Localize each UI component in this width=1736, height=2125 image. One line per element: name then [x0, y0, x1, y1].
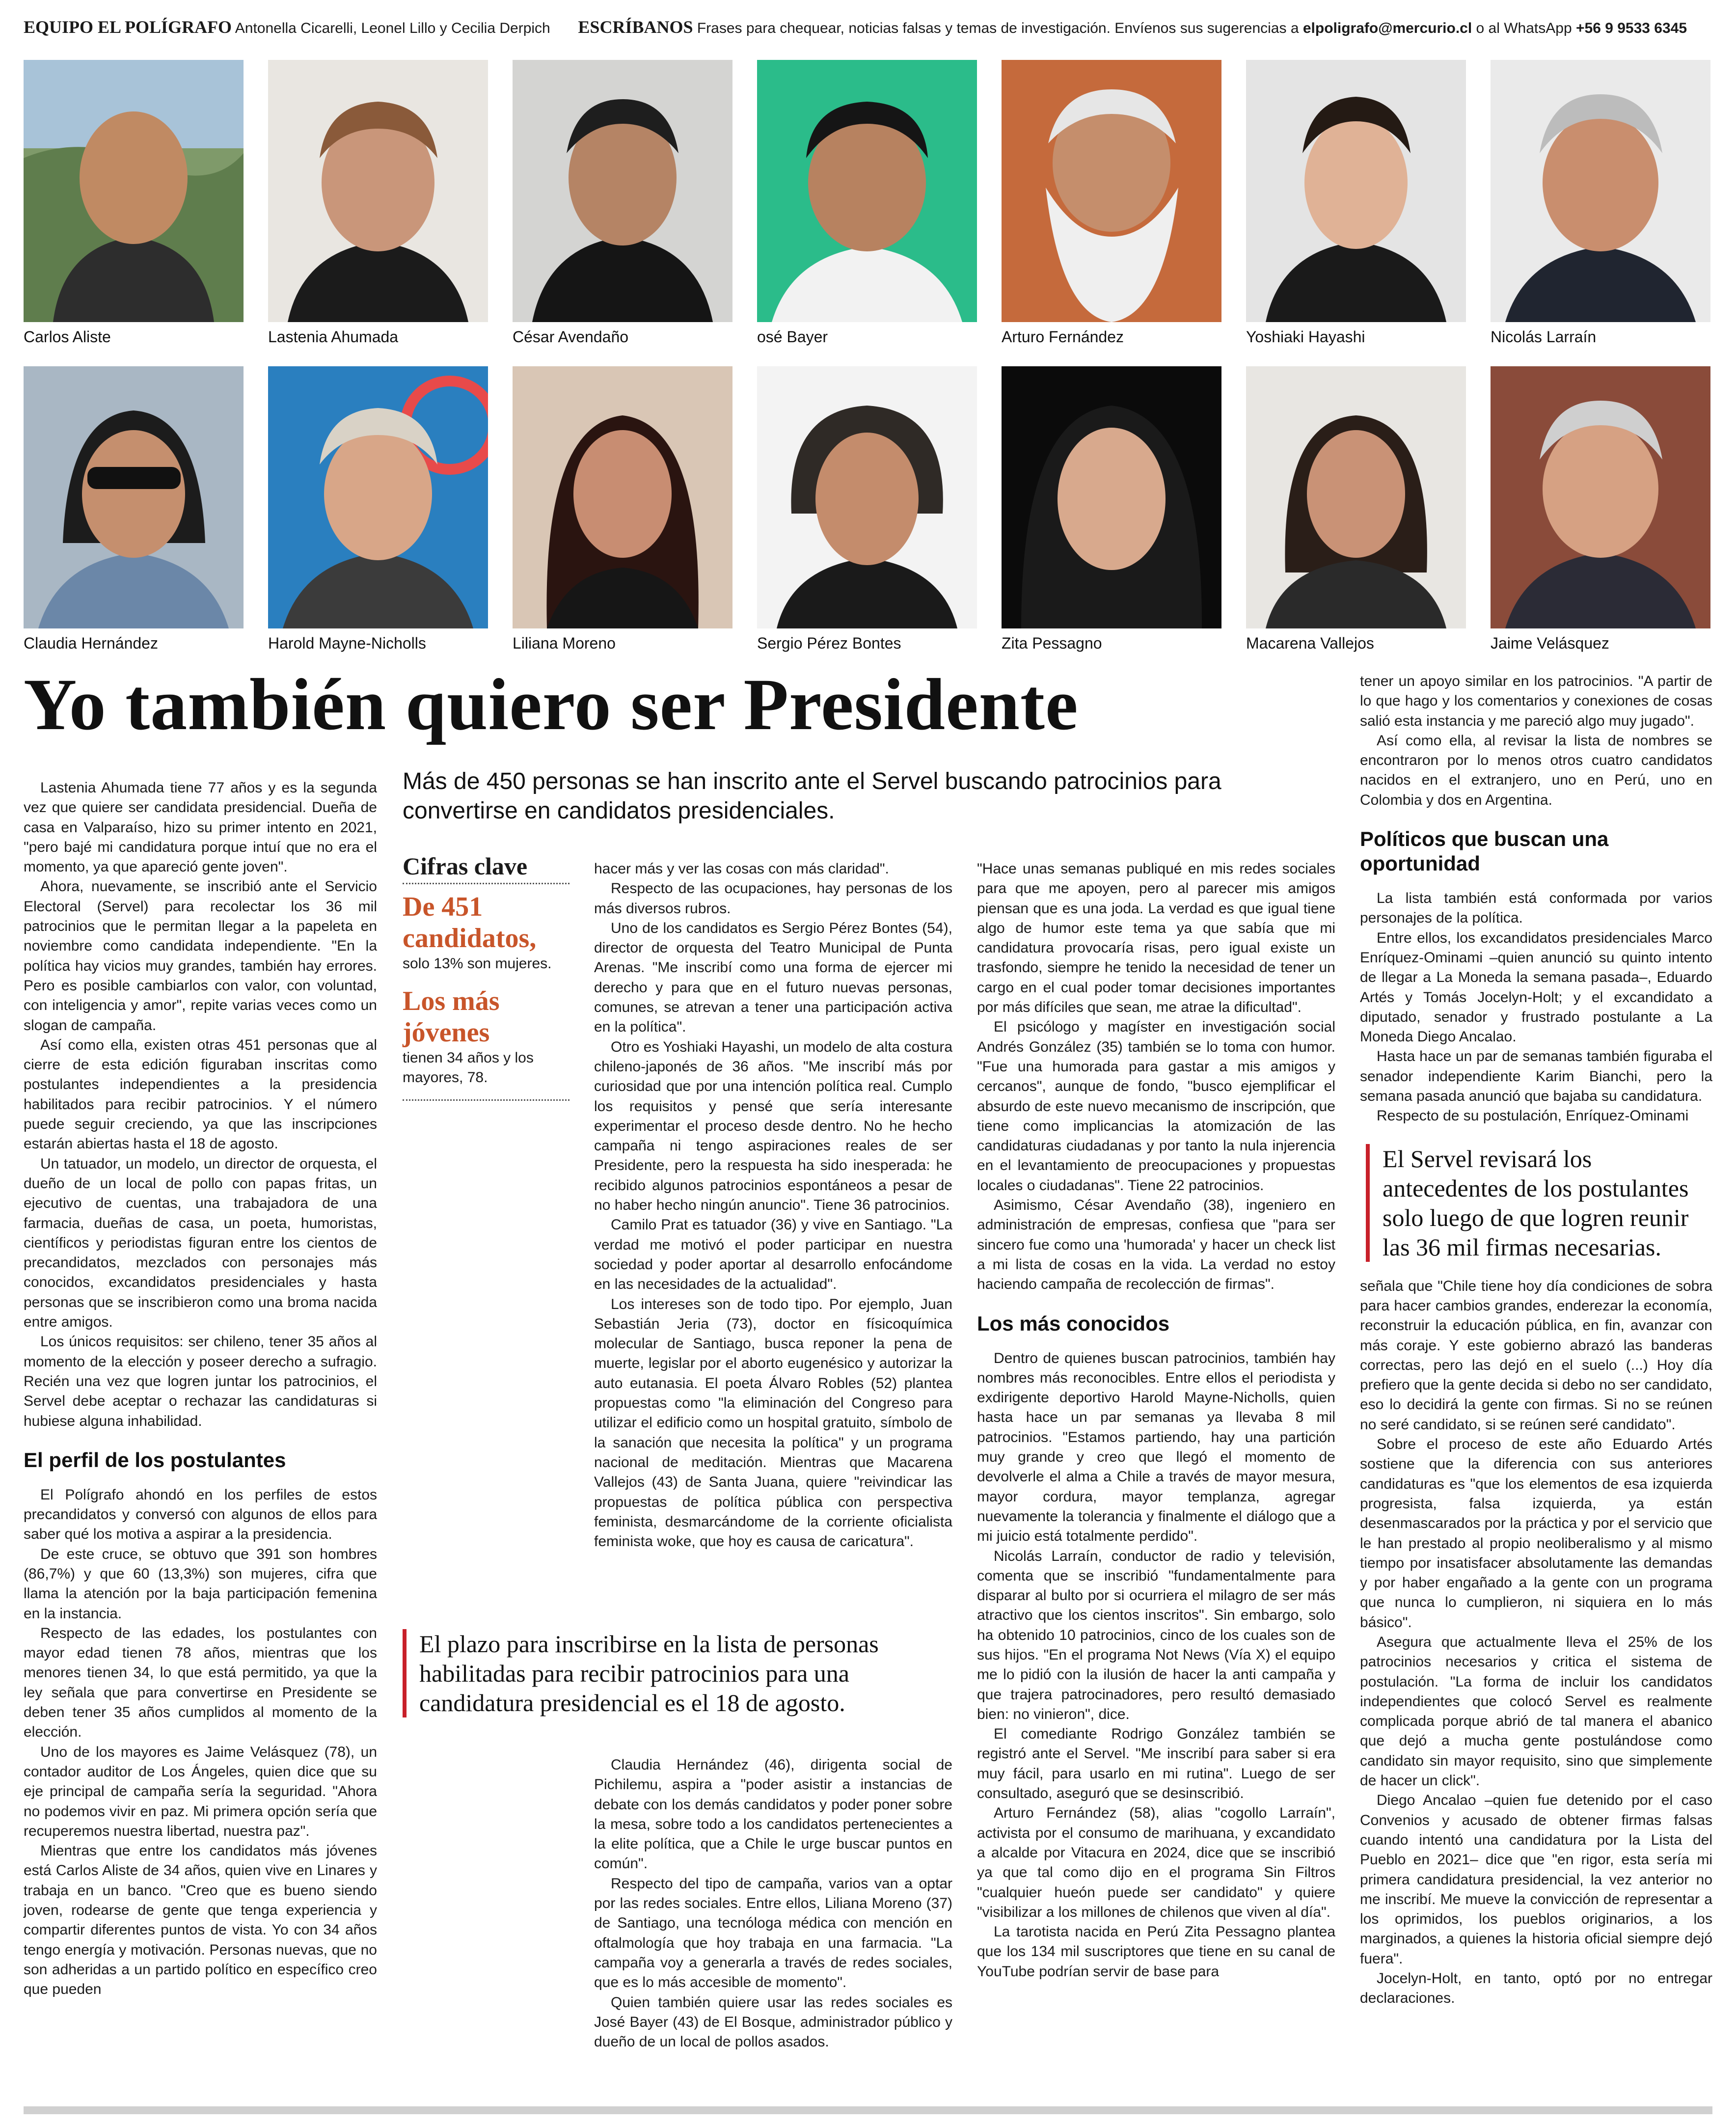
paragraph: Respecto de su postulación, Enríquez-Ominami [1377, 1108, 1689, 1124]
paragraph: Ahora, nuevamente, se inscribió ante el Servicio Electoral (Servel) para recolectar los 36 mil patrocinios que le permitan llegar a la papeleta en noviembre como candidata independiente. "En la política hay vicios muy grandes, también hay errores. Pero es posible cambiarlos con valor, con voluntad, con inteligencia y amor", repite varias veces como un slogan de campaña. [24, 878, 377, 1034]
portrait-photo [513, 366, 732, 628]
paragraph: Uno de los mayores es Jaime Velásquez (78), un contador auditor de Los Ángeles, quien dice que su eje principal de campaña sería la seguridad. "Ahora no podemos vivir en paz. Mi primera opción sería que recuperemos nuestra libertad, nuestra paz". [24, 1744, 377, 1839]
portrait-photo [757, 60, 977, 322]
paragraph: El psicólogo y magíster en investigación social Andrés González (35) también se lo toma con humor. "Fue una humorada para gastar a mis amigos y cercanos", aunque de fondo, "busco ejemplificar el absurdo de este nuevo mecanismo de inscripción, que tiene como implicancias la atomización de las candidaturas ciudadanas y por tanto la nula injerencia en el levantamiento de preocupaciones y propuestas locales o ciudadanas". Tiene 22 patrocinios. [977, 1019, 1335, 1194]
key-figure-note: solo 13% son mujeres. [403, 955, 552, 972]
key-figures-box [403, 851, 570, 1101]
paragraph: Uno de los candidatos es Sergio Pérez Bontes (54), director de orquesta del Teatro Municipal de Punta Arenas. "Me inscribí como una forma de ejercer mi derecho y para que en el futuro nuevas personas, comunes, se atrevan a tener una participación activa en la política". [594, 920, 952, 1035]
portrait-photo [1002, 366, 1221, 628]
paragraph: Camilo Prat es tatuador (36) y vive en Santiago. "La verdad me motivó el poder participar en nuestra sociedad y poder aportar al desarrollo enfocándome en las necesidades de la actualidad". [594, 1217, 952, 1293]
paragraph: Claudia Hernández (46), dirigenta social de Pichilemu, aspira a "poder asistir a instancias de debate con los demás candidatos y poder poner sobre la mesa, sobre todo a los candidatos pertenecientes a la elite política, que a Chile le urge buscar puntos en común". [594, 1757, 952, 1872]
candidate-name: Carlos Aliste [24, 328, 111, 346]
candidate-card [513, 60, 732, 347]
paragraph: La lista también está conformada por varios personajes de la política. [1360, 890, 1712, 926]
paragraph: Dentro de quienes buscan patrocinios, también hay nombres más reconocibles. Entre ellos el periodista y exdirigente deportivo Harold Mayne-Nicholls, quien hasta hace un par semanas ya llevaba 8 mil patrocinios. "Estamos partiendo, hay una partición muy grande y creo que llegó el momento de devolverle el alma a Chile a través de mayor mesura, mayor cordura, mayor templanza, agregar nuevamente la tolerancia y finalmente el diálogo que a mi juicio está totalmente perdido". [977, 1350, 1335, 1545]
paragraph: La tarotista nacida en Perú Zita Pessagno plantea que los 134 mil suscriptores que tiene en su canal de YouTube podrían servir de base para [977, 1924, 1335, 1980]
divider [403, 883, 570, 884]
team-label: EQUIPO EL POLÍGRAFO [24, 17, 232, 37]
whatsapp-number[interactable]: +56 9 9533 6345 [1575, 20, 1687, 36]
portrait-photo [268, 366, 488, 628]
bottom-rule [24, 2106, 1712, 2114]
key-figures-title: Cifras clave [403, 852, 528, 880]
candidate-card [268, 366, 488, 653]
paragraph: Jocelyn-Holt, en tanto, optó por no entregar declaraciones. [1360, 1970, 1712, 2007]
portrait-photo [24, 60, 244, 322]
candidate-name: Liliana Moreno [513, 634, 616, 652]
paragraph: Lastenia Ahumada tiene 77 años y es la segunda vez que quiere ser candidata presidencial. Dueña de casa en Valparaíso, hizo su primer intento en 2021, "pero bajé mi candidatura porque intuí que no era el momento, ya que apareció gente joven". [24, 780, 377, 875]
paragraph: señala que "Chile tiene hoy día condiciones de sobra para hacer cambios grandes, enderezar la economía, reconstruir la educación pública, en fin, avanzar con más coraje. Y este gobierno abrazó las banderas correctas, pero las dejó en el suelo (...) Hoy día prefiero que la gente decida si debo no ser candidato, eso lo decidirá la gente con firmas. Si no se reúnen no seré candidato, si se reúnen seré candidato". [1360, 1278, 1712, 1433]
paragraph: Respecto del tipo de campaña, varios van a optar por las redes sociales. Entre ellos, Liliana Moreno (37) de Santiago, una tecnóloga médica con mención en oftalmología que hoy trabaja en una farmacia. "La campaña voy a generarla a través de redes sociales, que es lo más accesible de momento". [594, 1875, 952, 1991]
candidate-card [757, 60, 977, 347]
section-heading: Políticos que buscan una oportunidad [1360, 827, 1609, 875]
paragraph: Sobre el proceso de este año Eduardo Artés sostiene que la diferencia con sus anteriores candidaturas es "que los elementos de esa izquierda progresista, falsa izquierda, ya están desenmascarados por la práctica y por el servicio que le han prestado al propio neoliberalismo y al mismo tiempo por insatisfacer absolutamente las demandas y por haber engañado a la gente con un programa que nunca lo cumplieron, ni siquiera en lo más básico". [1360, 1436, 1712, 1631]
or-text: o al WhatsApp [1476, 20, 1572, 36]
portrait-photo [268, 60, 488, 322]
portrait-photo [1491, 60, 1710, 322]
candidate-card [24, 60, 244, 347]
column-3 [977, 859, 1335, 1982]
pull-quote: El Servel revisará los antecedentes de los postulantes solo luego de que logren reunir las 36 mil firmas necesarias. [1366, 1144, 1712, 1262]
paragraph: "Hace unas semanas publiqué en mis redes sociales para que me apoyen, pero al parecer mis amigos piensan que es una joda. La verdad es que igual tiene algo de humor este tema ya que sabía que mi candidatura provocaría risas, pero igual existe un trasfondo, siempre he tenido la necesidad de tener un cargo en el cual poder tomar decisiones importantes por más difíciles que sean, me atrae la dificultad". [977, 861, 1335, 1016]
portrait-photo [24, 366, 244, 628]
paragraph: Entre ellos, los excandidatos presidenciales Marco Enríquez-Ominami –quien anunció su quinto intento de llegar a La Moneda la semana pasada–, Eduardo Artés y Tomás Jocelyn-Holt; y el excandidato a diputado, senador y frustrado postulante a La Moneda Diego Ancalao. [1360, 929, 1712, 1045]
top-bar [24, 15, 1712, 39]
write-label: ESCRÍBANOS [578, 17, 693, 37]
paragraph: Un tatuador, un modelo, un director de orquesta, el dueño de un local de pollo con papas fritas, un ejecutivo de cuentas, una trabajadora de una farmacia, dueñas de casa, un poeta, humoristas, científicos y periodistas figuran entre los cientos de precandidatos, mezclados con personajes más conocidos, excandidatos presidenciales y hasta personas que se inscribieron como una broma nacida entre amigos. [24, 1155, 377, 1331]
portrait-photo [1002, 60, 1221, 322]
paragraph: Hasta hace un par de semanas también figuraba el senador independiente Karim Bianchi, pero la semana pasada anunció que bajaba su candidatura. [1360, 1048, 1712, 1105]
candidate-card [1491, 60, 1710, 347]
divider [403, 1099, 570, 1101]
candidate-name: César Avendaño [513, 328, 629, 346]
candidate-card [1002, 60, 1221, 347]
paragraph: Así como ella, al revisar la lista de nombres se encontraron por lo menos otros cuatro candidatos nacidos en el extranjero, uno en Perú, uno en Colombia y dos en Argentina. [1360, 732, 1712, 808]
email-link[interactable]: elpoligrafo@mercurio.cl [1302, 20, 1472, 36]
paragraph: tener un apoyo similar en los patrocinios. "A partir de lo que hago y los comentarios y conexiones de cosas salió esta instancia y me pareció algo muy jugado". [1360, 673, 1712, 729]
candidate-card [1002, 366, 1221, 653]
candidate-name: Jaime Velásquez [1491, 634, 1609, 652]
paragraph: hacer más y ver las cosas con más claridad". [594, 861, 889, 877]
write-text: Frases para chequear, noticias falsas y temas de investigación. Envíenos sus sugerencias a [697, 20, 1299, 36]
paragraph: El Polígrafo ahondó en los perfiles de estos precandidatos y conversó con algunos de ellos para saber qué los motiva a aspirar a la presidencia. [24, 1486, 377, 1543]
candidate-name: osé Bayer [757, 328, 828, 346]
section-heading: El perfil de los postulantes [24, 1448, 286, 1471]
key-figure: De 451 candidatos, [403, 892, 537, 954]
portrait-photo [1491, 366, 1710, 628]
paragraph: Asimismo, César Avendaño (38), ingeniero en administración de empresas, confiesa que "para ser sincero fue como una 'humorada' y hacer un check list a mi lista de cosas en la vida. La verdad no estoy haciendo campaña de recolección de firmas". [977, 1197, 1335, 1293]
candidate-name: Yoshiaki Hayashi [1246, 328, 1365, 346]
key-figure-note: tienen 34 años y los mayores, 78. [403, 1050, 534, 1086]
key-figure: Los más jóvenes [403, 986, 500, 1048]
paragraph: Mientras que entre los candidatos más jóvenes está Carlos Aliste de 34 años, quien vive en Linares y trabaja en un banco. "Creo que es bueno siendo joven, rodearse de gente que tenga experiencia y compartir diferentes puntos de vista. Yo con 34 años tengo energía y motivación. Personas nuevas, que no son adheridas a un partido político en específico creo que pueden [24, 1843, 377, 1998]
team-names: Antonella Cicarelli, Leonel Lillo y Cecilia Derpich [235, 20, 550, 36]
candidate-name: Lastenia Ahumada [268, 328, 399, 346]
candidate-card [1246, 60, 1466, 347]
column-4 [1360, 672, 1712, 2009]
paragraph: Quien también quiere usar las redes sociales es José Bayer (43) de El Bosque, administrador público y dueño de un local de pollos asados. [594, 1994, 952, 2050]
candidate-name: Nicolás Larraín [1491, 328, 1597, 346]
paragraph: Otro es Yoshiaki Hayashi, un modelo de alta costura chileno-japonés de 36 años. "Me inscribí más por curiosidad que por una intención política real. Cumplo los requisitos y pensé que sería interesante experimentar el proceso desde dentro. No he hecho campaña ni tengo aspiraciones reales de ser Presidente, pero la respuesta ha sido inesperada: he recibido algunos patrocinios espontáneos a pesar de no haber hecho ningún anuncio". Tiene 36 patrocinios. [594, 1038, 952, 1214]
paragraph: Los únicos requisitos: ser chileno, tener 35 años al momento de la elección y poseer derecho a sufragio. Recién una vez que logren juntar los patrocinios, el Servel debe aceptar o rechazar las candidaturas si hubiese alguna inhabilidad. [24, 1334, 377, 1429]
candidate-name: Arturo Fernández [1002, 328, 1124, 346]
portrait-photo [757, 366, 977, 628]
paragraph: Nicolás Larraín, conductor de radio y televisión, comenta que se inscribió "fundamentalmente para disparar al bulto por si ocurriera el milagro de ser más atractivo que los cientos inscritos". Sin embargo, solo ha obtenido 10 patrocinios, cinco de los cuales son de sus hijos. "En el programa Not News (Vía X) el equipo me lo pidió con la ilusión de hacer la anti campaña y que trajera patrocinadores, pero resultó demasiado bien: no vinieron", dice. [977, 1548, 1335, 1722]
candidate-card [24, 366, 244, 653]
candidate-name: Macarena Vallejos [1246, 634, 1374, 652]
candidate-name: Sergio Pérez Bontes [757, 634, 901, 652]
candidate-card [268, 60, 488, 347]
paragraph: Los intereses son de todo tipo. Por ejemplo, Juan Sebastián Jeria (73), doctor en físicoquímica molecular de Santiago, busca reponer la pena de muerte, legislar por el aborto eugenésico y autorizar la auto eutanasia. El poeta Álvaro Robles (52) plantea propuestas como "la eliminación del Congreso para utilizar el edificio como un hospital gratuito, símbolo de la sanación que necesita la política" y un programa nacional de meditación. Mientras que Macarena Vallejos (43) de Santa Juana, quiere "reivindicar las propuestas de política pública con perspectiva feminista, desmarcándome de la corriente oficialista feminista woke, que hoy es causa de caricatura". [594, 1296, 952, 1550]
candidate-card [1246, 366, 1466, 653]
column-2 [594, 859, 952, 1552]
paragraph: El comediante Rodrigo González también se registró ante el Servel. "Me inscribí para saber si era muy fácil, para usarlo en mi rutina". Luego de ser consultado, aseguró que se desinscribió. [977, 1726, 1335, 1802]
candidate-card [1491, 366, 1710, 653]
candidate-card [513, 366, 732, 653]
portrait-photo [1246, 366, 1466, 628]
paragraph: Arturo Fernández (58), alias "cogollo Larraín", activista por el consumo de marihuana, y excandidato a alcalde por Vitacura en 2024, dice que se inscribió ya que tal como dijo en el programa Sin Filtros "cualquier hueón puede ser candidato" y quiere "visibilizar a los millones de chilenos que viven al día". [977, 1805, 1335, 1920]
paragraph: De este cruce, se obtuvo que 391 son hombres (86,7%) y que 60 (13,3%) son mujeres, cifra que llama la atención por la baja participación femenina en la instancia. [24, 1546, 377, 1622]
portrait-photo [513, 60, 732, 322]
paragraph: Respecto de las ocupaciones, hay personas de los más diversos rubros. [594, 880, 952, 917]
headline: Yo también quiero ser Presidente [24, 664, 1079, 745]
deck: Más de 450 personas se han inscrito ante el Servel buscando patrocinios para convertirse en candidatos presidenciales. [403, 768, 1221, 824]
paragraph: Asegura que actualmente lleva el 25% de los patrocinios necesarios y critica el sistema de postulación. "La forma de incluir los candidatos independientes que colocó Servel es realmente complicada porque abrió de tal manera el abanico que dejó a mucha gente postulándose como candidato sin mayor requisito, sino que simplemente de hacer un click". [1360, 1634, 1712, 1789]
paragraph: Diego Ancalao –quien fue detenido por el caso Convenios y acusado de obtener firmas falsas cuando intentó una candidatura por la Lista del Pueblo en 2021– dice que "en rigor, esta sería mi primera candidatura presidencial, la vez anterior no me inscribí. Me mueve la convicción de representar a los oprimidos, los pueblos originarios, a los marginados, a quienes la historia oficial siempre dejó fuera". [1360, 1792, 1712, 1967]
paragraph: Respecto de las edades, los postulantes con mayor edad tienen 78 años, mientras que los menores tienen 34, lo que está permitido, ya que la ley señala que para convertirse en Presidente se deben tener 35 años cumplidos al momento de la elección. [24, 1625, 377, 1741]
pull-quote: El plazo para inscribirse en la lista de personas habilitadas para recibir patrocinios para una candidatura presidencial es el 18 de agosto. [403, 1629, 959, 1717]
candidate-card [757, 366, 977, 653]
column-2-lower [594, 1755, 952, 2052]
candidate-name: Claudia Hernández [24, 634, 158, 652]
paragraph: Así como ella, existen otras 451 personas que al cierre de esta edición figuraban inscritas como postulantes independientes a la presidencia habilitados para recibir patrocinios. Y el número puede seguir creciendo, ya que las inscripciones estarán abiertas hasta el 18 de agosto. [24, 1036, 377, 1152]
section-heading: Los más conocidos [977, 1311, 1170, 1335]
column-1 [24, 778, 377, 2000]
candidate-name: Zita Pessagno [1002, 634, 1102, 652]
candidate-name: Harold Mayne-Nicholls [268, 634, 426, 652]
portrait-photo [1246, 60, 1466, 322]
